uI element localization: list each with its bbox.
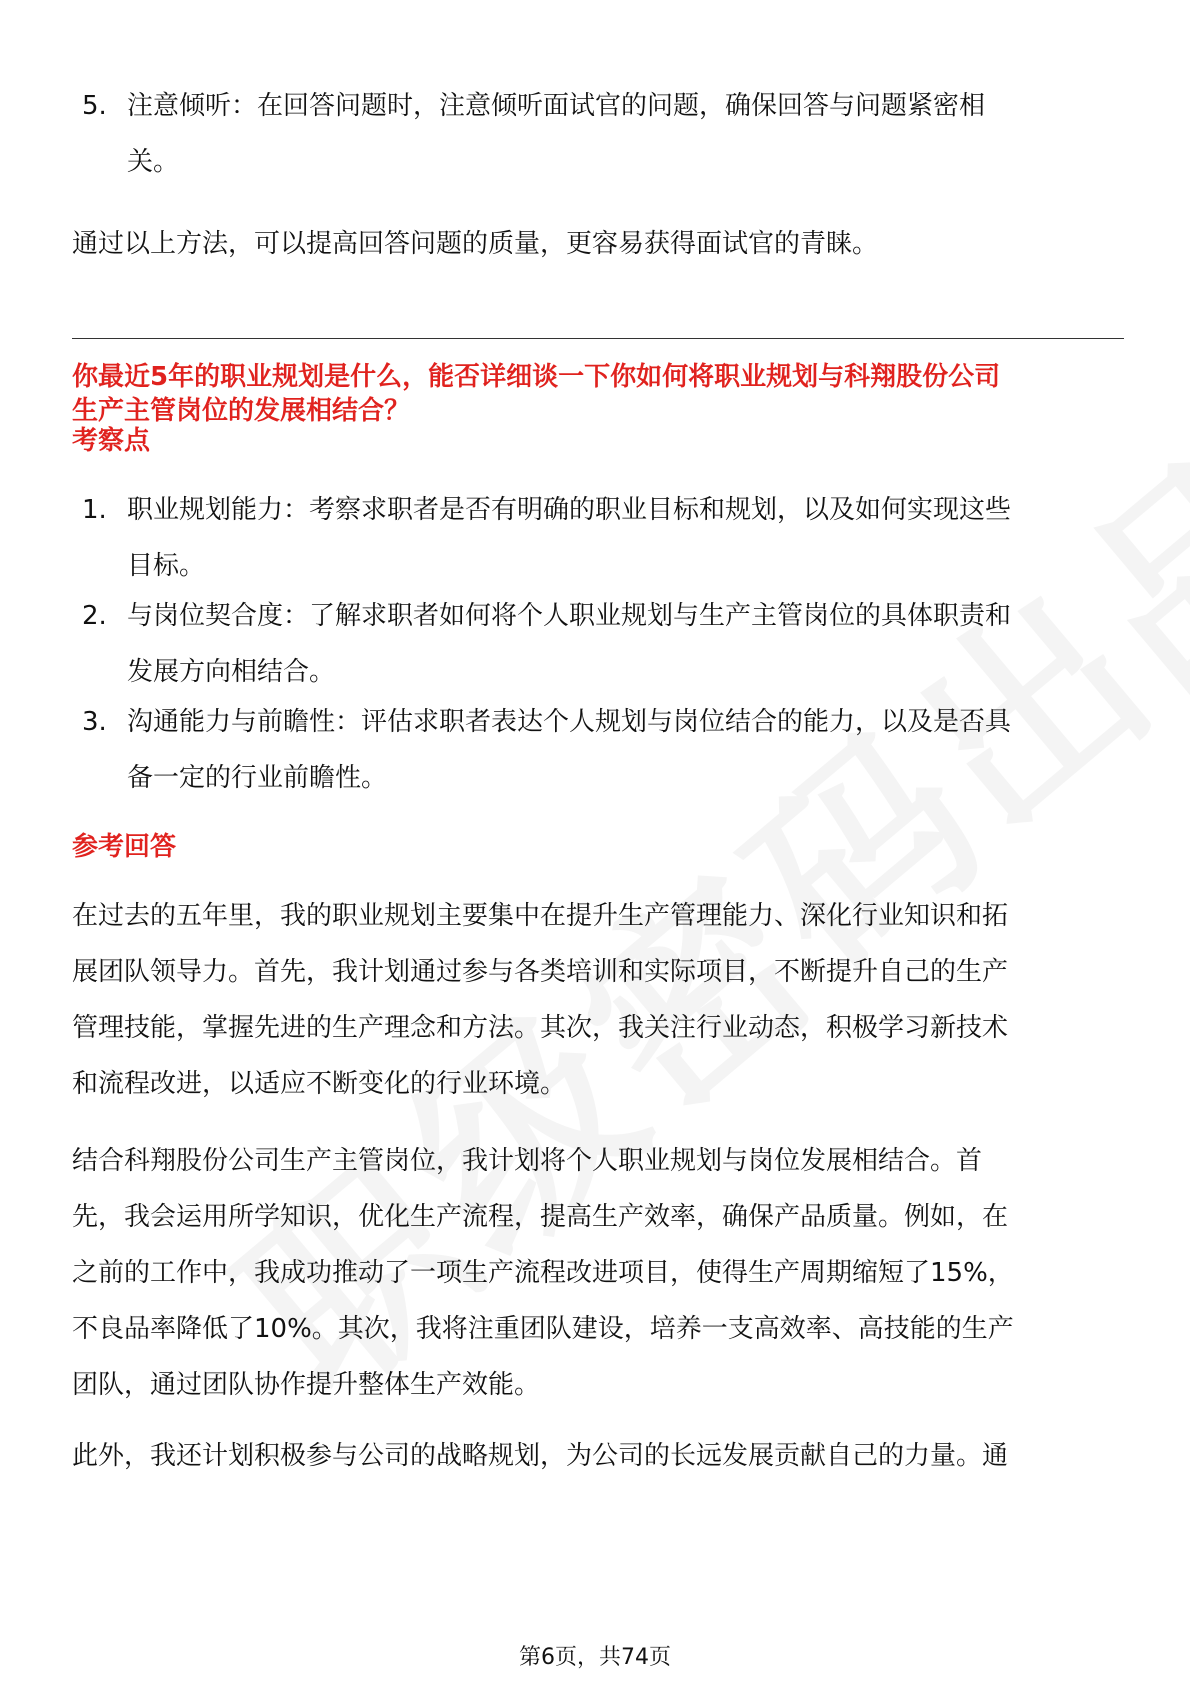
- list-text: 沟通能力与前瞻性：评估求职者表达个人规划与岗位结合的能力，以及是否具 备一定的行业前瞻性。: [127, 707, 1012, 793]
- section-heading-answer: 参考回答: [72, 832, 177, 862]
- answer-paragraph: 此外，我还计划积极参与公司的战略规划，为公司的长远发展贡献自己的力量。通: [72, 1441, 1009, 1471]
- interview-question: 你最近5年的职业规划是什么，能否详细谈一下你如何将职业规划与科翔股份公司 生产主管岗位的发展相结合？: [72, 362, 1001, 426]
- list-text: 与岗位契合度：了解求职者如何将个人职业规划与生产主管岗位的具体职责和 发展方向相结合。: [127, 601, 1012, 687]
- list-text: 职业规划能力：考察求职者是否有明确的职业目标和规划，以及如何实现这些 目标。: [127, 495, 1012, 581]
- answer-paragraph: 结合科翔股份公司生产主管岗位，我计划将个人职业规划与岗位发展相结合。首 先，我会运用所学知识，优化生产流程，提高生产效率，确保产品质量。例如，在 之前的工作中，我成功推动了一项生产流程改进项目，使得生产周期缩短了15%， 不良品率降低了10%。其次，我将注重团队建设，培养一支高效率、高技能的生产 团队，通过团队协作提升整体生产效能。: [72, 1146, 1014, 1400]
- list-number: 2.: [82, 601, 107, 631]
- answer-paragraph: 在过去的五年里，我的职业规划主要集中在提升生产管理能力、深化行业知识和拓 展团队领导力。首先，我计划通过参与各类培训和实际项目，不断提升自己的生产 管理技能，掌握先进的生产理念和方法。其次，我关注行业动态，积极学习新技术 和流程改进，以适应不断变化的行业环境。: [72, 901, 1009, 1099]
- list-number: 5.: [82, 91, 107, 121]
- list-text: 注意倾听：在回答问题时，注意倾听面试官的问题，确保回答与问题紧密相 关。: [127, 91, 986, 177]
- list-number: 3.: [82, 707, 107, 737]
- list-number: 1.: [82, 495, 107, 525]
- page-number: 第6页，共74页: [519, 1645, 671, 1670]
- divider: [72, 338, 1124, 339]
- section-heading-points: 考察点: [72, 426, 151, 456]
- conclusion-paragraph: 通过以上方法，可以提高回答问题的质量，更容易获得面试官的青睐。: [72, 229, 879, 259]
